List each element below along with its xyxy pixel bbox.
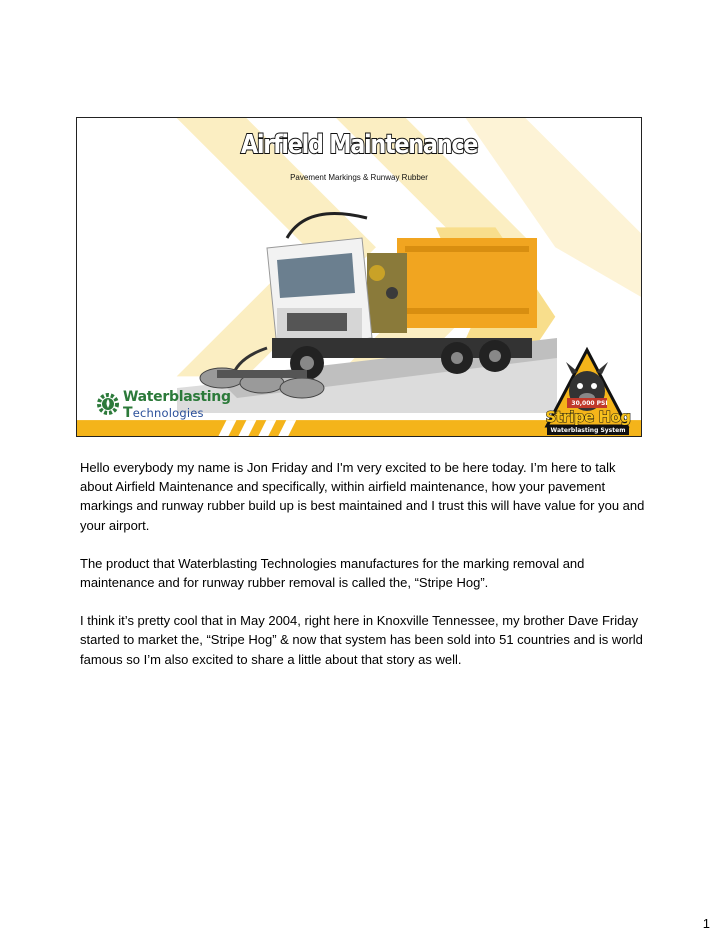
badge-brand-name: Stripe Hog [545,408,631,426]
notes-paragraph: Hello everybody my name is Jon Friday and I'm very excited to be here today. I’m here to talk about Airfield Maintenance and specifically, within airfield maintenance, how your pavement markings and runway rubber build up is best maintained and I trust this will have value for you and your airport. [80,460,645,533]
speaker-notes [80,458,650,688]
page-number: 1 [702,916,710,931]
logo-line-1: Waterblasting [123,389,231,405]
slide-subtitle: Pavement Markings & Runway Rubber [290,173,428,182]
badge-pressure: 30,000 PSI [571,400,608,407]
badge-tagline: Waterblasting System [547,427,629,435]
logo-line-2: Technologies [123,405,204,421]
slide-title: Airfield Maintenance [240,130,478,160]
waterblasting-technologies-logo [95,387,245,423]
slide-thumbnail [76,117,642,437]
notes-paragraph: The product that Waterblasting Technologies manufactures for the marking removal and maintenance and for runway rubber removal is called the, “Stripe Hog”. [80,555,585,591]
notes-paragraph: I think it’s pretty cool that in May 2004, right here in Knoxville Tennessee, my brother Dave Friday started to market the, “Stripe Hog” & now that system has been sold into 51 countries and is world famous so I’m also excited to share a little about that story as well. [80,613,643,667]
stripe-hog-truck-image [177,198,557,413]
gear-icon [95,391,121,417]
